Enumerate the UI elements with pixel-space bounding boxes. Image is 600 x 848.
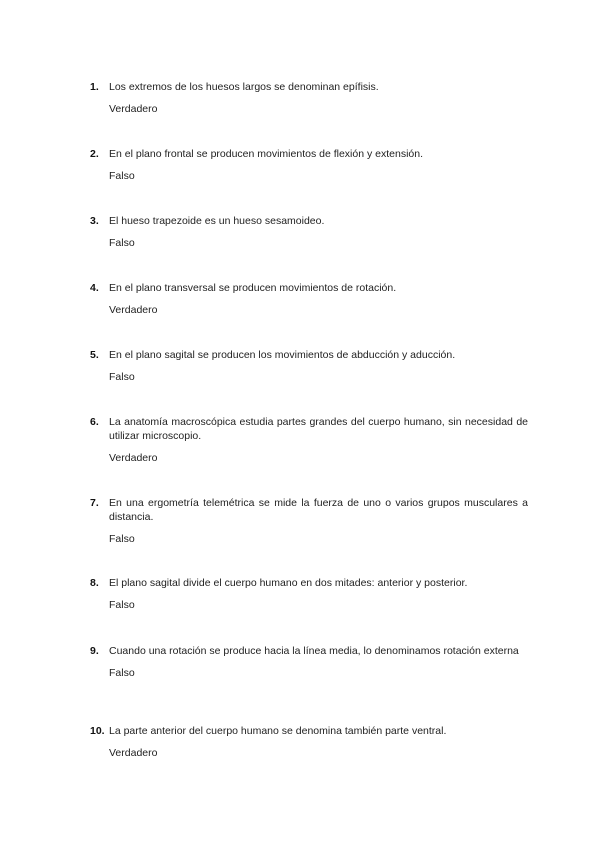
question-answer: Verdadero bbox=[109, 747, 158, 759]
question-text: El hueso trapezoide es un hueso sesamoideo. bbox=[109, 215, 325, 227]
question-number: 3. bbox=[90, 215, 99, 227]
question-text: Cuando una rotación se produce hacia la línea media, lo denominamos rotación externa bbox=[109, 645, 519, 657]
question-answer: Falso bbox=[109, 667, 135, 679]
question-item bbox=[90, 214, 528, 250]
question-answer: Falso bbox=[109, 371, 135, 383]
question-text: En el plano transversal se producen movimientos de rotación. bbox=[109, 282, 397, 294]
question-item bbox=[90, 496, 528, 546]
question-number: 4. bbox=[90, 282, 99, 294]
question-item bbox=[90, 644, 528, 680]
question-answer: Verdadero bbox=[109, 304, 158, 316]
question-text: Los extremos de los huesos largos se denominan epífisis. bbox=[109, 81, 379, 93]
question-text: En el plano sagital se producen los movimientos de abducción y aducción. bbox=[109, 349, 456, 361]
question-text: La parte anterior del cuerpo humano se denomina también parte ventral. bbox=[109, 725, 447, 737]
question-answer: Verdadero bbox=[109, 452, 158, 464]
question-number: 9. bbox=[90, 645, 99, 657]
question-text: El plano sagital divide el cuerpo humano en dos mitades: anterior y posterior. bbox=[109, 577, 468, 589]
question-item bbox=[90, 80, 528, 116]
question-answer: Falso bbox=[109, 599, 135, 611]
question-item bbox=[90, 147, 528, 183]
question-number: 8. bbox=[90, 577, 99, 589]
question-item bbox=[90, 724, 528, 760]
question-text: En una ergometría telemétrica se mide la fuerza de uno o varios grupos musculares a distancia. bbox=[109, 497, 528, 523]
question-number: 10. bbox=[90, 725, 105, 737]
question-answer: Verdadero bbox=[109, 103, 158, 115]
question-number: 7. bbox=[90, 497, 99, 509]
question-answer: Falso bbox=[109, 170, 135, 182]
question-item bbox=[90, 281, 528, 317]
question-text: En el plano frontal se producen movimientos de flexión y extensión. bbox=[109, 148, 424, 160]
question-item bbox=[90, 576, 528, 612]
question-number: 2. bbox=[90, 148, 99, 160]
question-text: La anatomía macroscópica estudia partes grandes del cuerpo humano, sin necesidad de utilizar microscopio. bbox=[109, 416, 528, 442]
question-number: 1. bbox=[90, 81, 99, 93]
question-item bbox=[90, 348, 528, 384]
question-number: 6. bbox=[90, 416, 99, 428]
question-number: 5. bbox=[90, 349, 99, 361]
question-item bbox=[90, 415, 528, 465]
question-answer: Falso bbox=[109, 533, 135, 545]
question-answer: Falso bbox=[109, 237, 135, 249]
